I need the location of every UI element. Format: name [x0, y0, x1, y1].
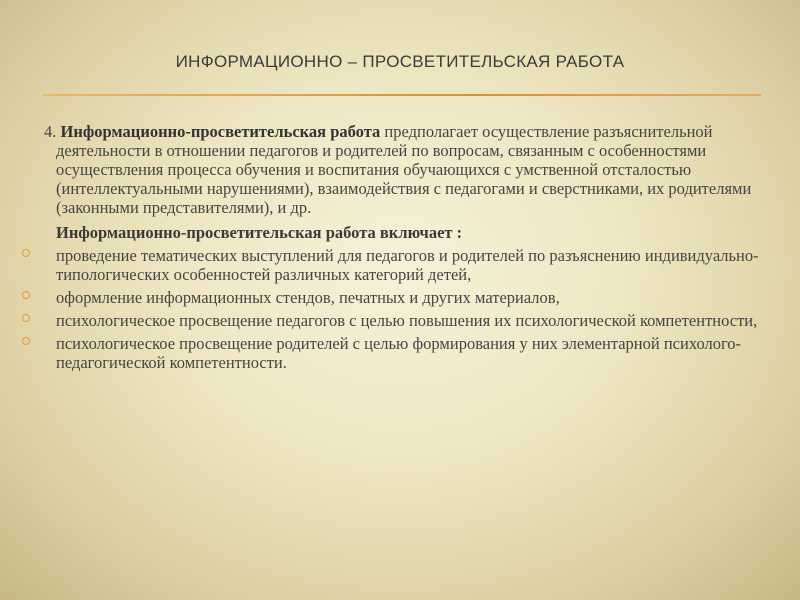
paragraph-text: предполагает осуществление разъяснительной деятельности в отношении педагогов и родителей по вопросам, связанным с особенностями осуществления процесса обучения и воспитания обучающихся с умственной отсталостью (интеллектуальными нарушениями), взаимодействия с педагогами и сверстниками, их родителями (законными представителями), и др.: [56, 122, 752, 217]
list-item-text: проведение тематических выступлений для педагогов и родителей по разъяснению индивидуально-типологических особенностей различных категорий детей,: [56, 246, 759, 284]
title-divider: [43, 94, 761, 96]
subheading: Информационно-просветительская работа включает :: [56, 223, 463, 242]
list-item: [56, 334, 770, 372]
list-item: [56, 311, 770, 330]
circle-bullet-icon: [22, 337, 30, 345]
list-item: [56, 288, 770, 307]
list-item-text: психологическое просвещение педагогов с целью повышения их психологической компетентности,: [56, 311, 758, 330]
slide-title: ИНФОРМАЦИОННО – ПРОСВЕТИТЕЛЬСКАЯ РАБОТА: [175, 52, 625, 71]
paragraph-1: [44, 122, 770, 217]
circle-bullet-icon: [22, 249, 30, 257]
slide-body: [44, 122, 770, 376]
paragraph-number: 4.: [44, 122, 57, 141]
circle-bullet-icon: [22, 291, 30, 299]
activity-list: [56, 246, 770, 372]
paragraph-bold-lead: Информационно-просветительская работа: [60, 122, 381, 141]
list-item-text: оформление информационных стендов, печатных и других материалов,: [56, 288, 560, 307]
list-item: [56, 246, 770, 284]
circle-bullet-icon: [22, 314, 30, 322]
list-item-text: психологическое просвещение родителей с целью формирования у них элементарной психолого-педагогической компетентности.: [56, 334, 742, 372]
